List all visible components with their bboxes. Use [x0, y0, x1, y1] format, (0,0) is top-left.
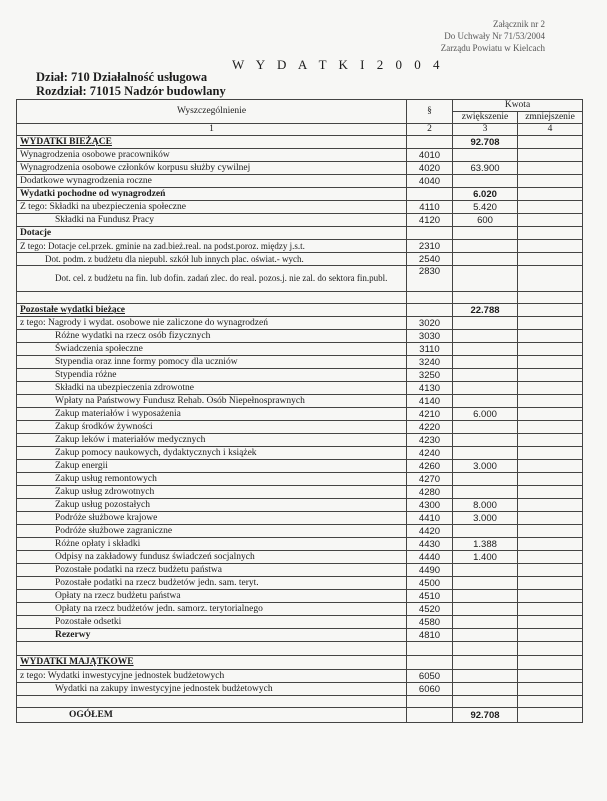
row-increase	[453, 395, 518, 408]
table-row	[17, 227, 583, 240]
table-row	[17, 525, 583, 538]
row-desc: Odpisy na zakładowy fundusz świadczeń socjalnych	[17, 551, 407, 564]
row-decrease	[518, 683, 583, 696]
row-decrease	[518, 447, 583, 460]
row-paragraph: 4130	[407, 382, 453, 395]
row-decrease	[518, 214, 583, 227]
row-paragraph: 4270	[407, 473, 453, 486]
row-desc: Pozostałe podatki na rzecz budżetów jedn. sam. teryt.	[17, 577, 407, 590]
row-increase: 3.000	[453, 512, 518, 525]
row-increase	[453, 683, 518, 696]
row-desc: Pozostałe odsetki	[17, 616, 407, 629]
row-paragraph	[407, 656, 453, 670]
row-paragraph: 4810	[407, 629, 453, 642]
row-paragraph: 4420	[407, 525, 453, 538]
table-row	[17, 382, 583, 395]
resolution-note-line: Do Uchwały Nr 71/53/2004	[444, 31, 545, 41]
row-increase	[453, 253, 518, 266]
table-row	[17, 369, 583, 382]
table-row	[17, 240, 583, 253]
row-paragraph: 3030	[407, 330, 453, 343]
table-row	[17, 564, 583, 577]
table-row	[17, 486, 583, 499]
row-desc: Dot. podm. z budżetu dla niepubl. szkół lub innych plac. oświat.- wych.	[17, 253, 407, 266]
row-desc: Zakup usług pozostałych	[17, 499, 407, 512]
table-row	[17, 642, 583, 656]
row-desc: WYDATKI BIEŻĄCE	[17, 136, 407, 149]
row-decrease	[518, 149, 583, 162]
col-number: 1	[17, 124, 407, 136]
row-paragraph: 6050	[407, 670, 453, 683]
table-row	[17, 343, 583, 356]
row-decrease	[518, 525, 583, 538]
table-row	[17, 266, 583, 292]
row-desc: Składki na ubezpieczenia zdrowotne	[17, 382, 407, 395]
row-desc: Z tego: Dotacje cel.przek. gminie na zad.bież.real. na podst.poroz. między j.s.t.	[17, 240, 407, 253]
table-row	[17, 214, 583, 227]
row-decrease	[518, 629, 583, 642]
table-row	[17, 670, 583, 683]
row-decrease	[518, 564, 583, 577]
table-row	[17, 317, 583, 330]
table-row	[17, 162, 583, 175]
attachment-note	[441, 18, 545, 54]
table-row	[17, 188, 583, 201]
row-increase	[453, 670, 518, 683]
row-decrease	[518, 590, 583, 603]
row-decrease	[518, 253, 583, 266]
table-row	[17, 434, 583, 447]
row-desc: Dot. cel. z budżetu na fin. lub dofin. zadań zlec. do real. pozos.j. nie zal. do sektora fin.publ.	[17, 266, 407, 292]
expenditure-table	[16, 99, 583, 723]
row-decrease	[518, 421, 583, 434]
row-paragraph	[407, 642, 453, 656]
table-row	[17, 590, 583, 603]
row-paragraph: 3250	[407, 369, 453, 382]
row-increase	[453, 564, 518, 577]
row-increase	[453, 434, 518, 447]
row-desc: Wynagrodzenia osobowe członków korpusu służby cywilnej	[17, 162, 407, 175]
row-decrease	[518, 188, 583, 201]
row-increase	[453, 343, 518, 356]
row-decrease	[518, 460, 583, 473]
table-row	[17, 499, 583, 512]
row-increase: 8.000	[453, 499, 518, 512]
table-row	[17, 149, 583, 162]
row-desc: Różne opłaty i składki	[17, 538, 407, 551]
row-decrease	[518, 162, 583, 175]
row-desc: Zakup usług remontowych	[17, 473, 407, 486]
row-increase	[453, 356, 518, 369]
row-decrease	[518, 538, 583, 551]
row-increase	[453, 447, 518, 460]
row-paragraph: 4440	[407, 551, 453, 564]
row-decrease	[518, 642, 583, 656]
row-decrease	[518, 708, 583, 723]
row-paragraph	[407, 227, 453, 240]
row-paragraph: 4010	[407, 149, 453, 162]
col-header-decrease: zmniejszenie	[518, 112, 583, 124]
table-row	[17, 395, 583, 408]
row-increase: 63.900	[453, 162, 518, 175]
row-paragraph: 4140	[407, 395, 453, 408]
row-increase	[453, 330, 518, 343]
row-desc: Podróże służbowe zagraniczne	[17, 525, 407, 538]
row-desc	[17, 292, 407, 304]
row-decrease	[518, 369, 583, 382]
row-decrease	[518, 240, 583, 253]
row-paragraph: 4220	[407, 421, 453, 434]
table-row	[17, 577, 583, 590]
row-paragraph: 4120	[407, 214, 453, 227]
row-desc: Opłaty na rzecz budżetów jedn. samorz. terytorialnego	[17, 603, 407, 616]
row-desc: Dodatkowe wynagrodzenia roczne	[17, 175, 407, 188]
row-desc: Podróże służbowe krajowe	[17, 512, 407, 525]
row-desc	[17, 696, 407, 708]
row-decrease	[518, 486, 583, 499]
row-paragraph: 4020	[407, 162, 453, 175]
table-row	[17, 356, 583, 369]
row-desc: Wpłaty na Państwowy Fundusz Rehab. Osób Niepełnosprawnych	[17, 395, 407, 408]
row-decrease	[518, 670, 583, 683]
table-row	[17, 696, 583, 708]
dzial-heading: Dział: 710 Działalność usługowa	[36, 70, 208, 84]
table-row	[17, 512, 583, 525]
row-decrease	[518, 473, 583, 486]
row-decrease	[518, 317, 583, 330]
row-paragraph	[407, 188, 453, 201]
table-row	[17, 421, 583, 434]
row-increase	[453, 616, 518, 629]
row-paragraph: 3020	[407, 317, 453, 330]
row-paragraph: 4280	[407, 486, 453, 499]
row-paragraph	[407, 292, 453, 304]
row-decrease	[518, 434, 583, 447]
row-increase	[453, 292, 518, 304]
row-decrease	[518, 356, 583, 369]
row-increase	[453, 577, 518, 590]
row-paragraph	[407, 136, 453, 149]
row-desc: Opłaty na rzecz budżetu państwa	[17, 590, 407, 603]
row-increase: 3.000	[453, 460, 518, 473]
row-desc: Wynagrodzenia osobowe pracowników	[17, 149, 407, 162]
row-paragraph	[407, 708, 453, 723]
row-paragraph: 2310	[407, 240, 453, 253]
row-increase: 6.000	[453, 408, 518, 421]
row-decrease	[518, 201, 583, 214]
row-decrease	[518, 603, 583, 616]
table-row	[17, 253, 583, 266]
row-desc: Świadczenia społeczne	[17, 343, 407, 356]
row-decrease	[518, 343, 583, 356]
row-paragraph: 4210	[407, 408, 453, 421]
row-increase	[453, 266, 518, 292]
row-paragraph: 4040	[407, 175, 453, 188]
table-row	[17, 538, 583, 551]
row-paragraph: 4490	[407, 564, 453, 577]
row-paragraph: 4260	[407, 460, 453, 473]
row-paragraph: 4230	[407, 434, 453, 447]
table-row	[17, 175, 583, 188]
table-row	[17, 292, 583, 304]
row-paragraph	[407, 304, 453, 317]
rozdzial-heading: Rozdział: 71015 Nadzór budowlany	[36, 84, 226, 98]
table-row	[17, 304, 583, 317]
row-decrease	[518, 266, 583, 292]
row-increase	[453, 590, 518, 603]
row-increase: 92.708	[453, 136, 518, 149]
row-increase: 600	[453, 214, 518, 227]
col-number: 2	[407, 124, 453, 136]
row-increase	[453, 473, 518, 486]
row-paragraph: 6060	[407, 683, 453, 696]
row-paragraph: 3240	[407, 356, 453, 369]
row-decrease	[518, 382, 583, 395]
row-increase	[453, 629, 518, 642]
row-paragraph: 2830	[407, 266, 453, 292]
row-decrease	[518, 696, 583, 708]
row-decrease	[518, 512, 583, 525]
board-note-line: Zarządu Powiatu w Kielcach	[440, 43, 545, 53]
row-desc: Wydatki na zakupy inwestycyjne jednostek budżetowych	[17, 683, 407, 696]
table-row	[17, 551, 583, 564]
table-row	[17, 656, 583, 670]
row-paragraph: 3110	[407, 343, 453, 356]
col-number: 4	[518, 124, 583, 136]
row-increase	[453, 525, 518, 538]
row-increase	[453, 175, 518, 188]
row-decrease	[518, 292, 583, 304]
row-increase: 6.020	[453, 188, 518, 201]
row-increase	[453, 603, 518, 616]
row-paragraph: 4110	[407, 201, 453, 214]
table-row	[17, 447, 583, 460]
row-decrease	[518, 499, 583, 512]
row-desc: Zakup pomocy naukowych, dydaktycznych i książek	[17, 447, 407, 460]
row-desc: Zakup energii	[17, 460, 407, 473]
row-decrease	[518, 656, 583, 670]
row-increase	[453, 421, 518, 434]
row-decrease	[518, 227, 583, 240]
attachment-note-line: Załącznik nr 2	[493, 19, 545, 29]
table-row	[17, 683, 583, 696]
row-desc: Dotacje	[17, 227, 407, 240]
row-decrease	[518, 577, 583, 590]
row-desc: Rezerwy	[17, 629, 407, 642]
row-decrease	[518, 395, 583, 408]
row-paragraph: 4240	[407, 447, 453, 460]
col-number: 3	[453, 124, 518, 136]
row-paragraph: 2540	[407, 253, 453, 266]
row-desc: Stypendia oraz inne formy pomocy dla uczniów	[17, 356, 407, 369]
row-desc: Zakup środków żywności	[17, 421, 407, 434]
row-increase	[453, 486, 518, 499]
table-row	[17, 408, 583, 421]
row-desc: WYDATKI MAJĄTKOWE	[17, 656, 407, 670]
row-desc: Pozostałe wydatki bieżące	[17, 304, 407, 317]
row-increase	[453, 240, 518, 253]
table-row	[17, 603, 583, 616]
row-increase: 92.708	[453, 708, 518, 723]
row-decrease	[518, 551, 583, 564]
table-row	[17, 629, 583, 642]
row-increase: 1.388	[453, 538, 518, 551]
row-desc: Zakup materiałów i wyposażenia	[17, 408, 407, 421]
row-increase	[453, 382, 518, 395]
row-increase: 1.400	[453, 551, 518, 564]
table-row	[17, 201, 583, 214]
row-paragraph: 4510	[407, 590, 453, 603]
table-row	[17, 330, 583, 343]
row-desc: Zakup usług zdrowotnych	[17, 486, 407, 499]
row-desc: z tego: Nagrody i wydat. osobowe nie zaliczone do wynagrodzeń	[17, 317, 407, 330]
row-increase	[453, 696, 518, 708]
row-paragraph	[407, 696, 453, 708]
row-increase: 5.420	[453, 201, 518, 214]
row-desc	[17, 642, 407, 656]
col-header-desc: Wyszczególnienie	[17, 100, 407, 124]
row-increase: 22.788	[453, 304, 518, 317]
row-decrease	[518, 304, 583, 317]
page-title: W Y D A T K I 2 0 0 4	[232, 57, 444, 72]
row-desc: Stypendia różne	[17, 369, 407, 382]
row-desc: Składki na Fundusz Pracy	[17, 214, 407, 227]
row-paragraph: 4500	[407, 577, 453, 590]
row-decrease	[518, 330, 583, 343]
row-increase	[453, 642, 518, 656]
col-header-increase: zwiększenie	[453, 112, 518, 124]
row-increase	[453, 656, 518, 670]
row-desc: Z tego: Składki na ubezpieczenia społeczne	[17, 201, 407, 214]
row-paragraph: 4300	[407, 499, 453, 512]
row-desc: OGÓŁEM	[17, 708, 407, 723]
row-desc: z tego: Wydatki inwestycyjne jednostek budżetowych	[17, 670, 407, 683]
row-desc: Zakup leków i materiałów medycznych	[17, 434, 407, 447]
table-row	[17, 460, 583, 473]
row-increase	[453, 149, 518, 162]
row-paragraph: 4430	[407, 538, 453, 551]
row-decrease	[518, 136, 583, 149]
row-decrease	[518, 616, 583, 629]
row-desc: Różne wydatki na rzecz osób fizycznych	[17, 330, 407, 343]
row-paragraph: 4580	[407, 616, 453, 629]
row-increase	[453, 369, 518, 382]
row-decrease	[518, 408, 583, 421]
table-row	[17, 616, 583, 629]
table-row	[17, 136, 583, 149]
table-row	[17, 473, 583, 486]
row-desc: Pozostałe podatki na rzecz budżetu państwa	[17, 564, 407, 577]
row-increase	[453, 227, 518, 240]
row-desc: Wydatki pochodne od wynagrodzeń	[17, 188, 407, 201]
row-paragraph: 4520	[407, 603, 453, 616]
table-row	[17, 708, 583, 723]
col-header-paragraph: §	[407, 100, 453, 124]
row-paragraph: 4410	[407, 512, 453, 525]
row-increase	[453, 317, 518, 330]
row-decrease	[518, 175, 583, 188]
col-header-amount: Kwota	[453, 100, 583, 112]
